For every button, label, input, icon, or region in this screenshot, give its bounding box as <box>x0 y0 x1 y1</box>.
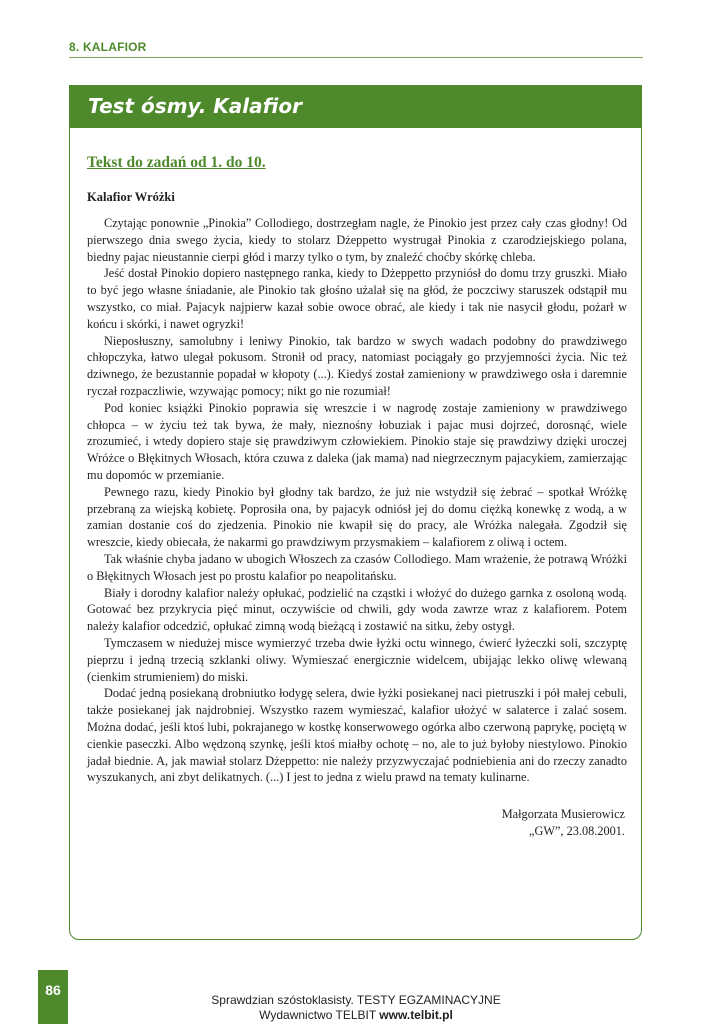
footer-url: www.telbit.pl <box>379 1008 453 1022</box>
footer-publisher <box>0 1008 712 1022</box>
paragraph: Jeść dostał Pinokio dopiero następnego ranka, kiedy to Dżeppetto przyniósł do domu trzy gruszki. Miało to być jego własne śniadanie, ale Pinokio tak głośno użalał się na głód, że poczciwy staruszek odstąpił mu wszystko, co miał. Pajacyk najpierw kazał sobie owoce obrać, ale kiedy i tak nie nasycił głodu, pożarł w końcu i skórki, i nawet ogryzki! <box>87 266 627 331</box>
signature-source: „GW”, 23.08.2001. <box>529 823 625 838</box>
paragraph: Tymczasem w niedużej misce wymierzyć trzeba dwie łyżki octu winnego, ćwierć łyżeczki soli, szczyptę pieprzu i jedną trzecią szklanki oliwy. Wymieszać energicznie widelcem, ubijając lekko oliwę wlewaną (cienkim strumieniem) do miski. <box>87 635 627 684</box>
paragraph: Pod koniec książki Pinokio poprawia się wreszcie i w nagrodę zostaje zamieniony w prawdziwego chłopca – w życiu też tak bywa, że mały, nieznośny łobuziak i pajac musi dojrzeć, dorosnąć, wiele zrozumieć, i wtedy dopiero staje się prawdziwym człowiekiem. Pinokio staje się prawdziwy dzięki uroczej Wróżce o Błękitnych Włosach, która czuwa z daleka (jak mama) nad niegrzecznym pajacykiem, zamierzając mu dopomóc w przemianie. <box>87 400 627 482</box>
paragraph: Biały i dorodny kalafior należy opłukać, podzielić na cząstki i włożyć do dużego garnka z osoloną wodą. Gotować bez przykrycia pięć minut, oczywiście od chwili, gdy woda zawrze wraz z kalafiorem. Potem należy kalafior odcedzić, opłukać zimną wodą bieżącą i zostawić na sitku, żeby ostygł. <box>87 585 627 634</box>
paragraph: Czytając ponownie „Pinokia” Collodiego, dostrzegłam nagle, że Pinokio jest przez cały czas głodny! Od pierwszego dnia swego życia, kiedy to stolarz Dżeppetto wystrugał Pinokia z czarodziejskiego polana, biedny pajac nieustannie cierpi głód i marzy tylko o tym, by znaleźć choćby skórkę chleba. <box>87 216 627 264</box>
story-title: Kalafior Wróżki <box>87 190 175 204</box>
signature <box>87 806 627 840</box>
test-box <box>69 85 642 940</box>
test-content <box>87 154 627 840</box>
test-title: Test ósmy. Kalafior <box>88 94 302 118</box>
footer-title: Sprawdzian szóstoklasisty. TESTY EGZAMINACYJNE <box>211 993 501 1007</box>
header-divider <box>69 57 643 58</box>
test-banner <box>70 86 641 128</box>
paragraph: Dodać jedną posiekaną drobniutko łodygę selera, dwie łyżki posiekanej naci pietruszki i pół małej cebuli, także posiekanej jak najdrobniej. Wszystko razem wymieszać, kalafior ułożyć w salaterce i zalać sosem. Można dodać, jeśli ktoś lubi, pokrajanego w kostkę konserwowego ogórka albo czerwoną paprykę, pociętą w cienkie paseczki. Albo wędzoną szynkę, jeśli ktoś miałby ochotę – no, ale to już byłoby niestylowo. Pinokio jadał biednie. A, jak mawiał stolarz Dżeppetto: nie należy przyzwyczajać podniebienia ani do rzeczy zanadto wyszukanych, ani zbyt delikatnych. (...) I jest to jedna z wielu prawd na tematy kulinarne. <box>87 686 627 785</box>
section-label: 8. KALAFIOR <box>69 40 147 54</box>
footer-publisher-name: Wydawnictwo TELBIT <box>259 1008 376 1022</box>
section-heading: Tekst do zadań od 1. do 10. <box>87 154 266 171</box>
paragraph: Tak właśnie chyba jadano w ubogich Włoszech za czasów Collodiego. Mam wrażenie, że potrawą Wróżki o Błękitnych Włosach jest po prostu kalafior po neapolitańsku. <box>87 551 627 583</box>
paragraph: Nieposłuszny, samolubny i leniwy Pinokio, tak bardzo w swych wadach podobny do prawdziwego chłopczyka, łatwo ulegał pokusom. Stronił od pracy, natomiast pociągały go przyjemności życia. Nic też dziwnego, że bezustannie popadał w kłopoty (...). Kiedyś został zamieniony w prawdziwego osła i daremnie ryczał rozpaczliwie, wzywając pomocy; nikt go nie rozumiał! <box>87 333 627 398</box>
paragraph: Pewnego razu, kiedy Pinokio był głodny tak bardzo, że już nie wstydził się żebrać – spotkał Wróżkę przebraną za wiejską kobietę. Poprosiła ona, by pajacyk odniósł jej do domu ciężką konewkę z wodą, a w zamian dostanie coś do zjedzenia. Pinokio nie kwapił się do pracy, ale Wróżka nalegała. Zgodził się wreszcie, kiedy obiecała, że nakarmi go prawdziwym przysmakiem – kalafiorem z oliwą i octem. <box>87 484 627 550</box>
page-number: 86 <box>38 970 68 1024</box>
signature-author: Małgorzata Musierowicz <box>501 807 625 822</box>
